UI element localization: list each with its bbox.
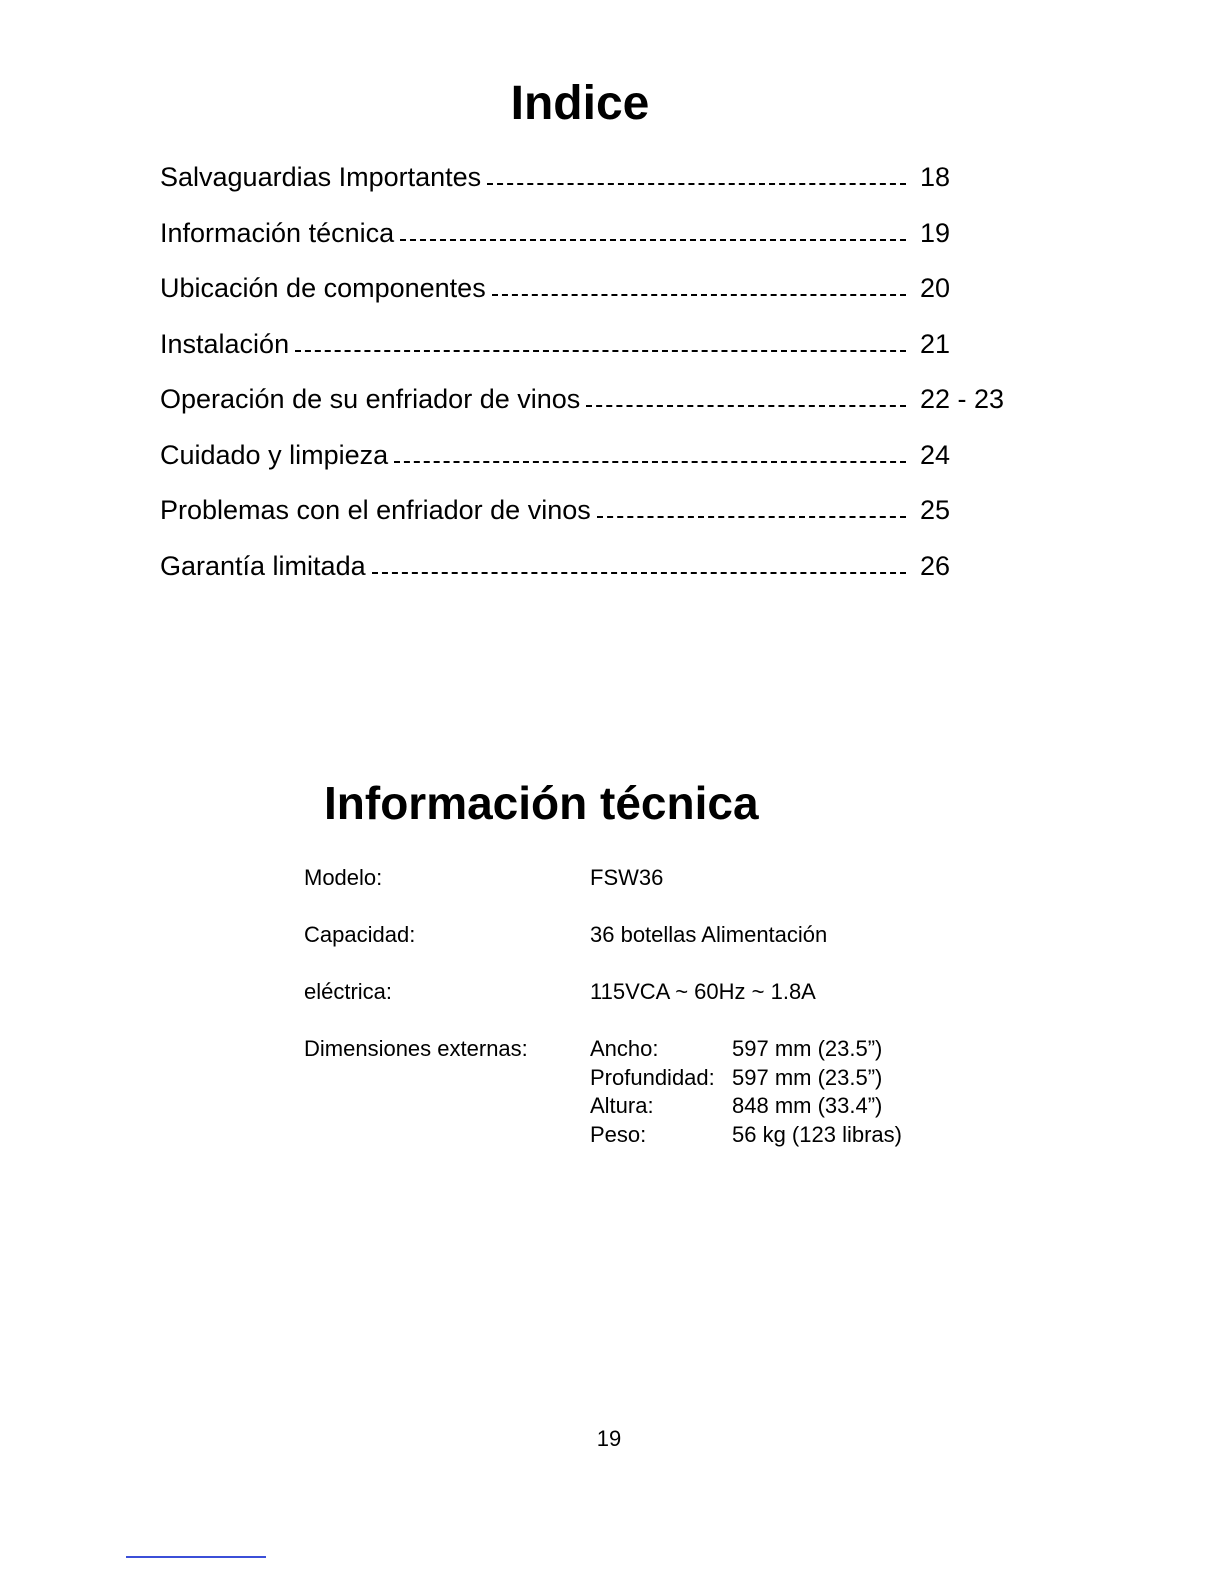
spec-label: eléctrica: (304, 979, 393, 1004)
toc-item-page: 19 (920, 217, 951, 248)
toc-leader (295, 350, 906, 352)
toc-item[interactable] (160, 327, 1020, 383)
dimension-value: 597 mm (23.5”) (732, 1064, 883, 1090)
spec-value: FSW36 (590, 865, 664, 890)
dimension-value: 56 kg (123 libras) (732, 1121, 902, 1147)
toc-leader (487, 183, 906, 185)
toc-item[interactable] (160, 549, 1020, 605)
dimension-value: 597 mm (23.5”) (732, 1036, 883, 1061)
toc-leader (586, 405, 906, 407)
toc-item-page: 26 (920, 550, 951, 581)
toc-leader (372, 572, 906, 574)
footer-rule (126, 1556, 266, 1558)
toc-item-page: 18 (920, 162, 951, 192)
toc-item-page: 25 (920, 495, 951, 525)
spec-label: Dimensiones externas: (304, 1036, 528, 1061)
spec-row-dimensions (304, 1035, 902, 1149)
toc-item-label: Instalación (160, 328, 290, 359)
toc-item-label: Ubicación de componentes (160, 273, 486, 303)
spec-row-capacity (304, 921, 902, 950)
page-number: 19 (596, 1426, 622, 1451)
toc-item-page: 24 (920, 439, 951, 470)
toc-title: Indice (510, 77, 650, 130)
dimensions-list (590, 1035, 902, 1149)
spec-label: Capacidad: (304, 922, 416, 947)
dimension-label: Ancho: (590, 1036, 659, 1061)
toc-item[interactable] (160, 216, 1020, 272)
toc-leader (400, 239, 906, 241)
toc-item-page: 22 - 23 (920, 384, 1005, 414)
spec-value: 36 botellas Alimentación (590, 922, 828, 947)
toc-item[interactable] (160, 160, 1020, 216)
toc-item-label: Problemas con el enfriador de vinos (160, 495, 591, 525)
spec-label: Modelo: (304, 865, 383, 890)
dimension-label: Altura: (590, 1093, 654, 1118)
spec-table (304, 864, 902, 1178)
toc-item-label: Operación de su enfriador de vinos (160, 384, 581, 414)
toc-item[interactable] (160, 438, 1020, 494)
toc-item[interactable] (160, 382, 1020, 438)
toc-item[interactable] (160, 271, 1020, 327)
toc-item[interactable] (160, 493, 1020, 549)
toc-leader (394, 461, 906, 463)
dimension-label: Profundidad: (590, 1064, 715, 1090)
dimension-value: 848 mm (33.4”) (732, 1093, 883, 1118)
toc-leader (597, 516, 906, 518)
toc-item-label: Cuidado y limpieza (160, 439, 389, 470)
table-of-contents (160, 160, 1020, 604)
spec-value: 115VCA ~ 60Hz ~ 1.8A (590, 979, 816, 1004)
toc-leader (492, 294, 906, 296)
section-title: Información técnica (324, 777, 759, 829)
toc-item-label: Salvaguardias Importantes (160, 162, 482, 192)
toc-item-label: Garantía limitada (160, 550, 366, 581)
dimension-label: Peso: (590, 1121, 647, 1147)
toc-item-page: 20 (920, 273, 951, 303)
spec-row-power (304, 978, 902, 1007)
toc-item-label: Información técnica (160, 217, 395, 248)
toc-item-page: 21 (920, 328, 951, 359)
spec-row-model (304, 864, 902, 893)
